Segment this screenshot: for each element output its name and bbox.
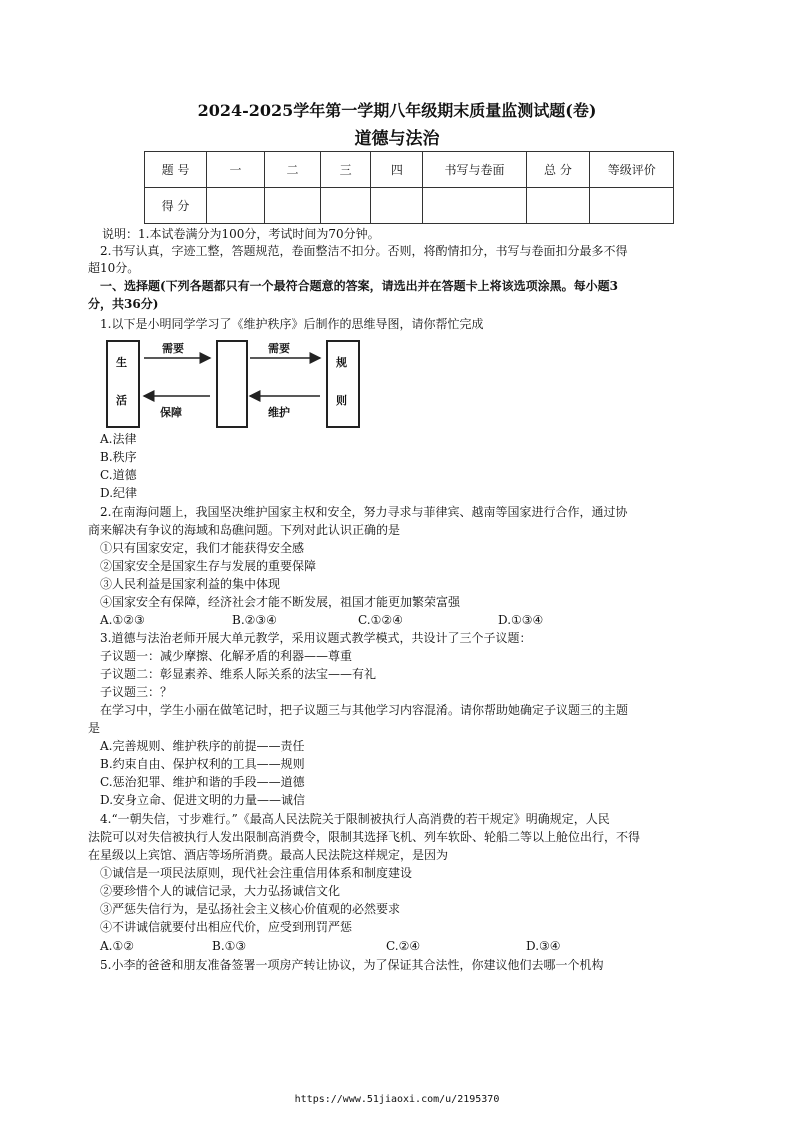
q2-options	[100, 612, 700, 628]
q3-option-b: B.约束自由、保护权利的工具——规则	[100, 757, 305, 771]
q2-item-3: ③人民利益是国家利益的集中体现	[100, 577, 281, 591]
label-bottom-right: 维护	[268, 406, 290, 419]
q1-stem: 1.以下是小明同学学习了《维护秩序》后制作的思维导图，请你帮忙完成	[100, 317, 484, 331]
q2-option-d: D.①③④	[498, 613, 544, 627]
q4-stem-b: 法院可以对失信被执行人发出限制高消费令，限制其选择飞机、列车软卧、轮船二等以上舱位出行，不得	[88, 830, 641, 844]
label-top-left: 需要	[162, 342, 184, 355]
score-cell-part4: 四	[371, 152, 423, 188]
q1-mind-map	[100, 338, 390, 428]
q4-option-d: D.③④	[526, 939, 561, 953]
subject-title: 道德与法治	[354, 129, 440, 149]
instruction-line-2a: 2.书写认真，字迹工整，答题规范，卷面整洁不扣分。否则，将酌情扣分，书写与卷面扣分最多不得	[100, 244, 628, 258]
q1-option-a: A.法律	[100, 432, 137, 446]
q3-question-b: 是	[88, 721, 101, 735]
q2-option-a: A.①②③	[100, 613, 145, 627]
score-cell-part1: 一	[206, 152, 264, 188]
right-box-char-1: 规	[336, 356, 347, 369]
q3-question-a: 在学习中，学生小丽在做笔记时，把子议题三与其他学习内容混淆。请你帮助她确定子议题三的主题	[100, 703, 629, 717]
score-cell-part3: 三	[321, 152, 371, 188]
q5-stem: 5.小李的爸爸和朋友准备签署一项房产转让协议，为了保证其合法性，你建议他们去哪一个机构	[100, 958, 604, 972]
score-input-cell	[206, 188, 264, 224]
q1-option-c: C.道德	[100, 468, 137, 482]
score-table	[144, 151, 674, 224]
q3-option-d: D.安身立命、促进文明的力量——诚信	[100, 793, 306, 807]
label-bottom-left: 保障	[160, 406, 182, 419]
score-cell-label: 题 号	[145, 152, 207, 188]
q2-stem-a: 2.在南海问题上，我国坚决维护国家主权和安全，努力寻求与菲律宾、越南等国家进行合作，通过协	[100, 505, 628, 519]
score-input-cell	[321, 188, 371, 224]
score-cell-writing: 书写与卷面	[423, 152, 526, 188]
score-cell-total: 总 分	[526, 152, 590, 188]
left-box-char-1: 生	[116, 356, 127, 369]
instruction-line-2b: 超10分。	[88, 261, 140, 275]
score-cell-part2: 二	[264, 152, 320, 188]
q2-stem-b: 商来解决有争议的海域和岛礁问题。下列对此认识正确的是	[88, 523, 401, 537]
q3-sub3: 子议题三：？	[100, 685, 173, 699]
section1-heading-b: 分，共36分)	[88, 297, 159, 311]
q2-item-1: ①只有国家安定，我们才能获得安全感	[100, 541, 305, 555]
q3-stem: 3.道德与法治老师开展大单元教学，采用议题式教学模式，共设计了三个子议题：	[100, 631, 532, 645]
score-row-label: 得 分	[145, 188, 207, 224]
q1-option-b: B.秩序	[100, 450, 137, 464]
score-table-header-row	[145, 152, 674, 188]
instruction-line-1: 说明：1.本试卷满分为100分，考试时间为70分钟。	[102, 227, 380, 241]
diagram-arrows	[100, 338, 390, 428]
q4-stem-c: 在星级以上宾馆、酒店等场所消费。最高人民法院这样规定，是因为	[88, 848, 449, 862]
left-box-char-2: 活	[116, 394, 127, 407]
score-table-score-row	[145, 188, 674, 224]
footer-url: https://www.51jiaoxi.com/u/2195370	[294, 1094, 500, 1105]
section1-heading-a: 一、选择题(下列各题都只有一个最符合题意的答案，请选出并在答题卡上将该选项涂黑。每小题3	[100, 279, 619, 293]
q1-option-d: D.纪律	[100, 486, 138, 500]
q4-stem-a: 4.“一朝失信，寸步难行。”《最高人民法院关于限制被执行人高消费的若干规定》明确规定，人民	[100, 812, 610, 826]
q4-options	[100, 938, 700, 954]
score-input-cell	[371, 188, 423, 224]
q4-item-3: ③严惩失信行为，是弘扬社会主义核心价值观的必然要求	[100, 902, 401, 916]
exam-title: 2024-2025学年第一学期八年级期末质量监测试题(卷)	[197, 101, 597, 120]
q4-option-c: C.②④	[386, 939, 421, 953]
q4-item-4: ④不讲诚信就要付出相应代价，应受到刑罚严惩	[100, 920, 353, 934]
score-input-cell	[526, 188, 590, 224]
q3-sub2: 子议题二：彰显素养、维系人际关系的法宝——有礼	[100, 667, 377, 681]
score-cell-grade: 等级评价	[590, 152, 674, 188]
q3-option-a: A.完善规则、维护秩序的前提——责任	[100, 739, 305, 753]
q4-option-a: A.①②	[100, 939, 134, 953]
score-input-cell	[590, 188, 674, 224]
q3-option-c: C.惩治犯罪、维护和谐的手段——道德	[100, 775, 305, 789]
q4-item-1: ①诚信是一项民法原则，现代社会注重信用体系和制度建设	[100, 866, 413, 880]
q2-option-c: C.①②④	[358, 613, 403, 627]
q4-option-b: B.①③	[212, 939, 247, 953]
q2-item-4: ④国家安全有保障，经济社会才能不断发展，祖国才能更加繁荣富强	[100, 595, 461, 609]
q2-item-2: ②国家安全是国家生存与发展的重要保障	[100, 559, 317, 573]
score-input-cell	[423, 188, 526, 224]
q2-option-b: B.②③④	[232, 613, 277, 627]
q3-sub1: 子议题一：减少摩擦、化解矛盾的利器——尊重	[100, 649, 353, 663]
label-top-right: 需要	[268, 342, 290, 355]
score-input-cell	[264, 188, 320, 224]
q4-item-2: ②要珍惜个人的诚信记录，大力弘扬诚信文化	[100, 884, 341, 898]
right-box-char-2: 则	[336, 394, 347, 407]
